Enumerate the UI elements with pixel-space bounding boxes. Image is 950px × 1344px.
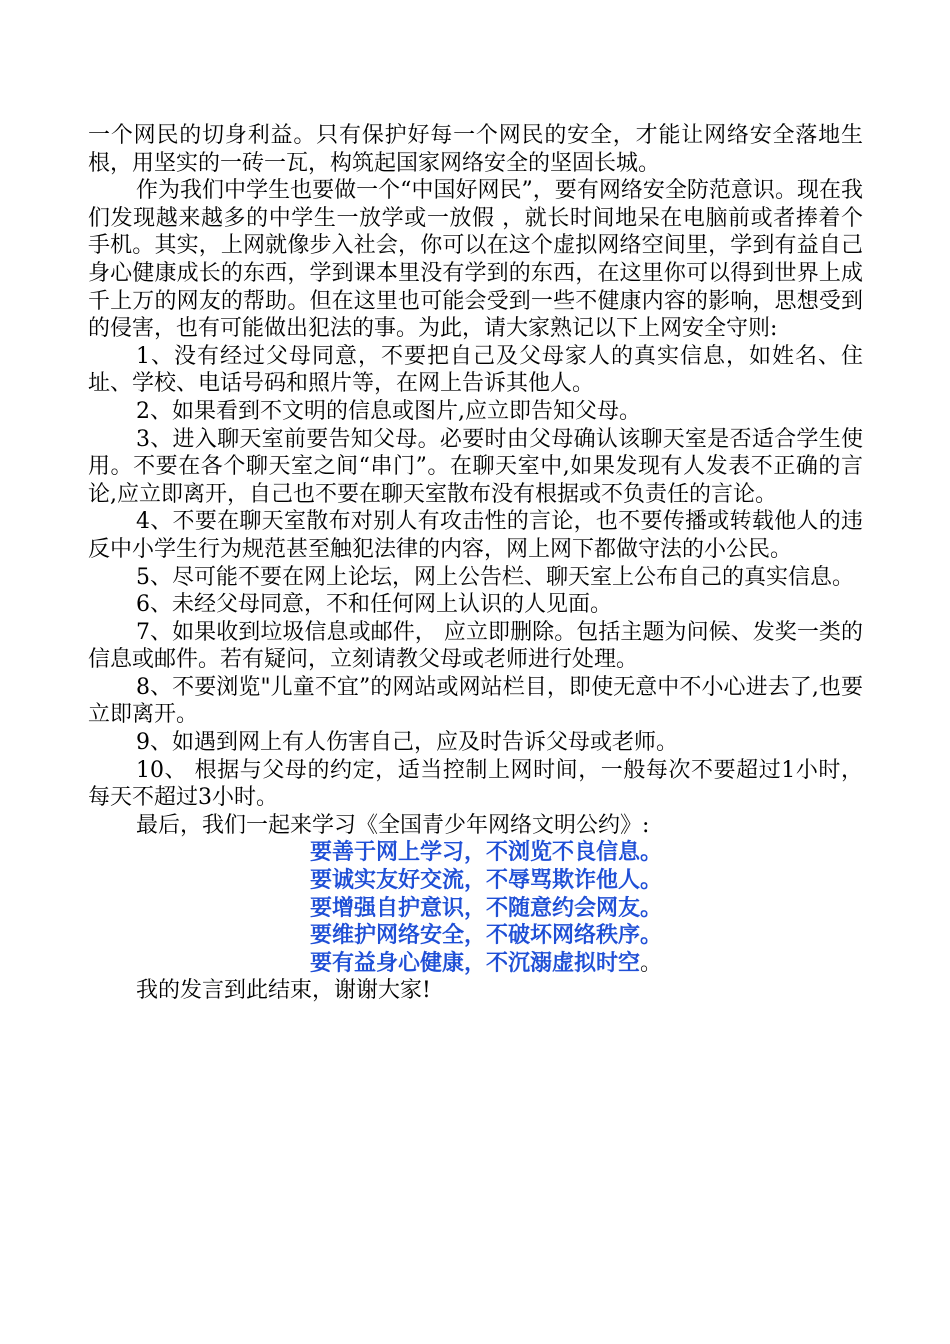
rule-item: 1、没有经过父母同意，不要把自己及父母家人的真实信息，如姓名、住址、学校、电话号码和照片等，在网上告诉其他人。: [88, 343, 863, 397]
paragraph-continuation: 一个网民的切身利益。只有保护好每一个网民的安全，才能让网络安全落地生根，用坚实的一砖一瓦，构筑起国家网络安全的坚固长城。: [88, 123, 863, 176]
rule-item: 4、不要在聊天室散布对别人有攻击性的言论，也不要传播或转载他人的违反中小学生行为规范甚至触犯法律的内容，网上网下都做守法的小公民。: [88, 509, 863, 562]
pledge-period: 。: [640, 950, 663, 976]
pledge-line: 要有益身心健康，不沉溺虚拟时空。: [310, 949, 663, 976]
pledge-line: 要善于网上学习，不浏览不良信息。: [310, 839, 663, 866]
paragraph-intro-rules: 作为我们中学生也要做一个“中国好网民”，要有网络安全防范意识。现在我们发现越来越多的中学生一放学或一放假 ，就长时间地呆在电脑前或者捧着个手机。其实，上网就像步入社会，你可以在这个虚拟网络空间里，学到有益自己身心健康成长的东西，学到课本里没有学到的东西，在这里你可以得到世界上成千上万的网友的帮助。但在这里也可能会受到一些不健康内容的影响，思想受到的侵害，也有可能做出犯法的事。为此，请大家熟记以下上网安全守则:: [88, 178, 863, 342]
rule-item: 10、 根据与父母的约定，适当控制上网时间，一般每次不要超过1小时，每天不超过3小时。: [88, 757, 863, 811]
speech-body: [88, 122, 863, 1005]
pledge-line: 要维护网络安全，不破坏网络秩序。: [310, 922, 663, 949]
rule-item: 7、如果收到垃圾信息或邮件， 应立即删除。包括主题为问候、发奖一类的信息或邮件。若有疑问，立刻请教父母或老师进行处理。: [88, 619, 863, 673]
rule-item: 9、如遇到网上有人伤害自己，应及时告诉父母或老师。: [136, 730, 678, 756]
rule-item: 5、尽可能不要在网上论坛，网上公告栏、聊天室上公布自己的真实信息。: [136, 564, 854, 590]
pledge-list: [88, 839, 863, 977]
pledge-line: 要增强自护意识，不随意约会网友。: [310, 894, 663, 921]
rule-item: 2、如果看到不文明的信息或图片,应立即告知父母。: [136, 398, 641, 424]
pledge-line: 要诚实友好交流，不辱骂欺诈他人。: [310, 867, 663, 894]
rule-item: 6、未经父母同意，不和任何网上认识的人见面。: [136, 592, 612, 618]
rule-item: 8、不要浏览"儿童不宜”的网站或网站栏目，即使无意中不小心进去了,也要立即离开。: [88, 674, 863, 728]
rule-item: 3、进入聊天室前要告知父母。必要时由父母确认该聊天室是否适合学生使用。不要在各个聊天室之间“串门”。在聊天室中,如果发现有人发表不正确的言论,应立即离开，自己也不要在聊天室散布没有根据或不负责任的言论。: [88, 426, 863, 507]
closing-line: 我的发言到此结束，谢谢大家!: [136, 978, 431, 1004]
pledge-intro: 最后，我们一起来学习《全国青少年网络文明公约》:: [136, 812, 650, 838]
